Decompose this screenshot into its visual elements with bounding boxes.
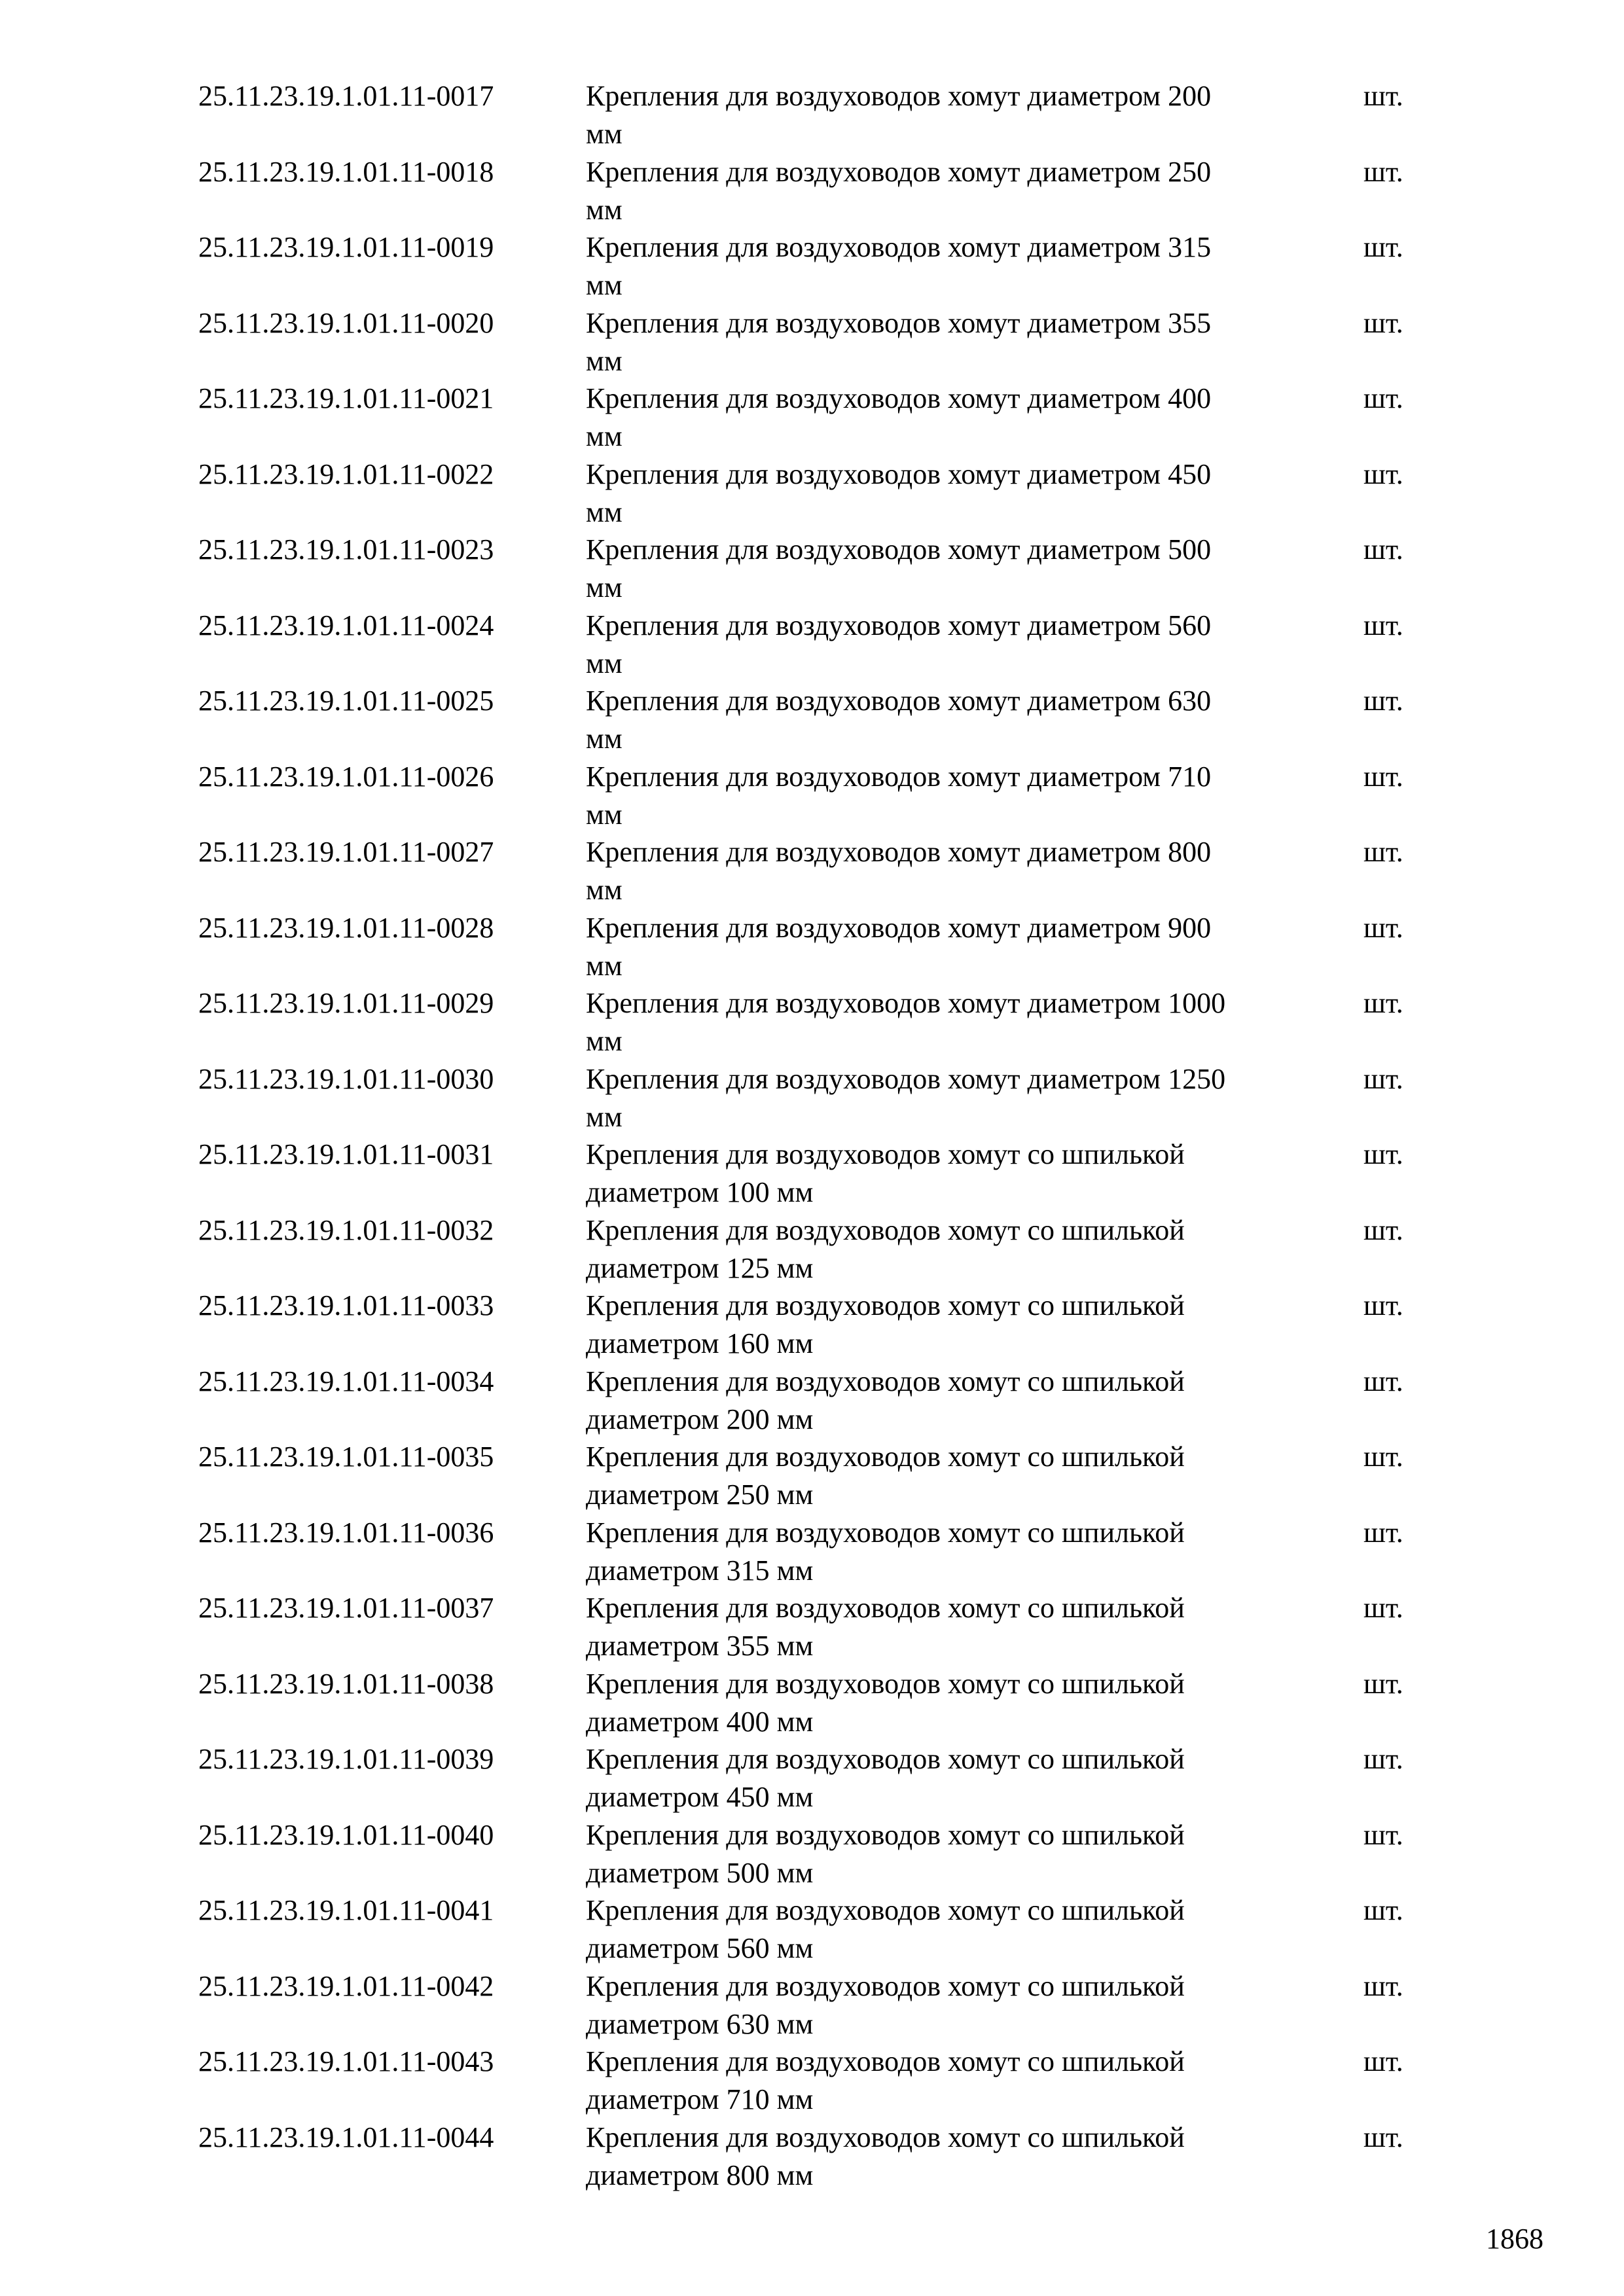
description-line: мм bbox=[586, 874, 623, 906]
list-item bbox=[0, 1363, 1624, 1439]
resource-description bbox=[586, 228, 1345, 304]
list-item bbox=[0, 1892, 1624, 1967]
resource-code: 25.11.23.19.1.01.11-0023 bbox=[198, 533, 494, 565]
resource-description bbox=[586, 1287, 1345, 1363]
description-line: Крепления для воздуховодов хомут диаметром 500 bbox=[586, 533, 1212, 565]
unit-of-measure: шт. bbox=[1363, 1441, 1403, 1473]
description-line: Крепления для воздуховодов хомут диаметром 200 bbox=[586, 80, 1212, 112]
unit-of-measure: шт. bbox=[1363, 1743, 1403, 1775]
unit-of-measure: шт. bbox=[1363, 1969, 1403, 2002]
resource-code: 25.11.23.19.1.01.11-0034 bbox=[198, 1365, 494, 1397]
description-line: Крепления для воздуховодов хомут со шпилькой bbox=[586, 1969, 1185, 2002]
unit-of-measure: шт. bbox=[1363, 1138, 1403, 1170]
list-item bbox=[0, 1211, 1624, 1287]
description-line: Крепления для воздуховодов хомут со шпилькой bbox=[586, 1592, 1185, 1624]
resource-code: 25.11.23.19.1.01.11-0037 bbox=[198, 1592, 494, 1624]
resource-code: 25.11.23.19.1.01.11-0036 bbox=[198, 1516, 494, 1549]
resource-description bbox=[586, 1211, 1345, 1287]
description-line: диаметром 800 мм bbox=[586, 2159, 814, 2191]
resource-description bbox=[586, 909, 1345, 985]
unit-of-measure: шт. bbox=[1363, 1516, 1403, 1549]
list-item bbox=[0, 2043, 1624, 2119]
list-item bbox=[0, 1665, 1624, 1741]
description-line: диаметром 630 мм bbox=[586, 2007, 814, 2040]
description-line: мм bbox=[586, 1025, 623, 1057]
resource-description bbox=[586, 77, 1345, 153]
unit-of-measure: шт. bbox=[1363, 760, 1403, 793]
resource-description bbox=[586, 682, 1345, 758]
resource-code: 25.11.23.19.1.01.11-0020 bbox=[198, 306, 494, 339]
description-line: мм bbox=[586, 269, 623, 301]
resource-code: 25.11.23.19.1.01.11-0019 bbox=[198, 231, 494, 263]
unit-of-measure: шт. bbox=[1363, 1667, 1403, 1700]
resource-description bbox=[586, 1816, 1345, 1892]
description-line: Крепления для воздуховодов хомут со шпилькой bbox=[586, 1818, 1185, 1851]
description-line: мм bbox=[586, 420, 623, 452]
unit-of-measure: шт. bbox=[1363, 1592, 1403, 1624]
resource-code: 25.11.23.19.1.01.11-0033 bbox=[198, 1289, 494, 1321]
unit-of-measure: шт. bbox=[1363, 80, 1403, 112]
description-line: мм bbox=[586, 495, 623, 528]
resource-description bbox=[586, 1136, 1345, 1211]
list-item bbox=[0, 2119, 1624, 2195]
resource-code: 25.11.23.19.1.01.11-0030 bbox=[198, 1062, 494, 1095]
description-line: Крепления для воздуховодов хомут со шпилькой bbox=[586, 1213, 1185, 1246]
description-line: Крепления для воздуховодов хомут диаметром 710 bbox=[586, 760, 1212, 793]
resource-code: 25.11.23.19.1.01.11-0021 bbox=[198, 382, 494, 414]
resource-description bbox=[586, 984, 1345, 1060]
description-line: мм bbox=[586, 344, 623, 377]
resource-code: 25.11.23.19.1.01.11-0038 bbox=[198, 1667, 494, 1700]
resource-description bbox=[586, 1514, 1345, 1590]
unit-of-measure: шт. bbox=[1363, 836, 1403, 868]
unit-of-measure: шт. bbox=[1363, 231, 1403, 263]
resource-description bbox=[586, 380, 1345, 456]
description-line: Крепления для воздуховодов хомут со шпилькой bbox=[586, 1365, 1185, 1397]
unit-of-measure: шт. bbox=[1363, 457, 1403, 490]
unit-of-measure: шт. bbox=[1363, 1062, 1403, 1095]
resource-code: 25.11.23.19.1.01.11-0024 bbox=[198, 609, 494, 641]
description-line: Крепления для воздуховодов хомут со шпилькой bbox=[586, 1441, 1185, 1473]
list-item bbox=[0, 531, 1624, 607]
description-line: мм bbox=[586, 949, 623, 982]
resource-list bbox=[0, 77, 1624, 2194]
list-item bbox=[0, 1816, 1624, 1892]
resource-description bbox=[586, 1665, 1345, 1741]
resource-code: 25.11.23.19.1.01.11-0032 bbox=[198, 1213, 494, 1246]
description-line: Крепления для воздуховодов хомут со шпилькой bbox=[586, 1667, 1185, 1700]
resource-description bbox=[586, 833, 1345, 909]
list-item bbox=[0, 909, 1624, 985]
list-item bbox=[0, 1589, 1624, 1665]
resource-code: 25.11.23.19.1.01.11-0027 bbox=[198, 836, 494, 868]
unit-of-measure: шт. bbox=[1363, 987, 1403, 1019]
description-line: мм bbox=[586, 571, 623, 603]
resource-description bbox=[586, 1892, 1345, 1967]
unit-of-measure: шт. bbox=[1363, 609, 1403, 641]
resource-code: 25.11.23.19.1.01.11-0025 bbox=[198, 685, 494, 717]
description-line: диаметром 710 мм bbox=[586, 2083, 814, 2115]
resource-description bbox=[586, 1589, 1345, 1665]
list-item bbox=[0, 1740, 1624, 1816]
resource-description bbox=[586, 456, 1345, 531]
description-line: диаметром 400 мм bbox=[586, 1705, 814, 1738]
list-item bbox=[0, 1287, 1624, 1363]
resource-code: 25.11.23.19.1.01.11-0039 bbox=[198, 1743, 494, 1775]
list-item bbox=[0, 833, 1624, 909]
resource-description bbox=[586, 153, 1345, 229]
resource-code: 25.11.23.19.1.01.11-0017 bbox=[198, 80, 494, 112]
resource-code: 25.11.23.19.1.01.11-0035 bbox=[198, 1441, 494, 1473]
description-line: мм bbox=[586, 118, 623, 150]
unit-of-measure: шт. bbox=[1363, 1894, 1403, 1926]
description-line: Крепления для воздуховодов хомут диаметром 250 bbox=[586, 155, 1212, 188]
unit-of-measure: шт. bbox=[1363, 2045, 1403, 2077]
description-line: мм bbox=[586, 193, 623, 226]
list-item bbox=[0, 304, 1624, 380]
resource-code: 25.11.23.19.1.01.11-0022 bbox=[198, 457, 494, 490]
description-line: диаметром 450 мм bbox=[586, 1781, 814, 1813]
description-line: Крепления для воздуховодов хомут диаметром 315 bbox=[586, 231, 1212, 263]
description-line: мм bbox=[586, 723, 623, 755]
resource-code: 25.11.23.19.1.01.11-0041 bbox=[198, 1894, 494, 1926]
description-line: Крепления для воздуховодов хомут диаметром 355 bbox=[586, 306, 1212, 339]
description-line: Крепления для воздуховодов хомут со шпилькой bbox=[586, 1516, 1185, 1549]
description-line: диаметром 125 мм bbox=[586, 1251, 814, 1284]
list-item bbox=[0, 607, 1624, 683]
page-number: 1868 bbox=[1486, 2223, 1543, 2255]
description-line: диаметром 500 мм bbox=[586, 1856, 814, 1889]
unit-of-measure: шт. bbox=[1363, 1289, 1403, 1321]
description-line: Крепления для воздуховодов хомут диаметром 450 bbox=[586, 457, 1212, 490]
resource-code: 25.11.23.19.1.01.11-0042 bbox=[198, 1969, 494, 2002]
list-item bbox=[0, 380, 1624, 456]
unit-of-measure: шт. bbox=[1363, 2121, 1403, 2153]
description-line: диаметром 200 мм bbox=[586, 1403, 814, 1435]
description-line: Крепления для воздуховодов хомут со шпилькой bbox=[586, 1743, 1185, 1775]
resource-code: 25.11.23.19.1.01.11-0018 bbox=[198, 155, 494, 188]
resource-code: 25.11.23.19.1.01.11-0031 bbox=[198, 1138, 494, 1170]
unit-of-measure: шт. bbox=[1363, 155, 1403, 188]
resource-code: 25.11.23.19.1.01.11-0028 bbox=[198, 911, 494, 944]
unit-of-measure: шт. bbox=[1363, 1365, 1403, 1397]
resource-code: 25.11.23.19.1.01.11-0043 bbox=[198, 2045, 494, 2077]
description-line: диаметром 355 мм bbox=[586, 1630, 814, 1662]
unit-of-measure: шт. bbox=[1363, 1818, 1403, 1851]
list-item bbox=[0, 1967, 1624, 2043]
resource-description bbox=[586, 2043, 1345, 2119]
unit-of-measure: шт. bbox=[1363, 685, 1403, 717]
description-line: диаметром 160 мм bbox=[586, 1327, 814, 1359]
unit-of-measure: шт. bbox=[1363, 1213, 1403, 1246]
resource-description bbox=[586, 1060, 1345, 1136]
list-item bbox=[0, 758, 1624, 834]
description-line: Крепления для воздуховодов хомут диаметром 400 bbox=[586, 382, 1212, 414]
resource-description bbox=[586, 758, 1345, 834]
resource-description bbox=[586, 1363, 1345, 1439]
description-line: Крепления для воздуховодов хомут диаметром 800 bbox=[586, 836, 1212, 868]
list-item bbox=[0, 1514, 1624, 1590]
description-line: Крепления для воздуховодов хомут со шпилькой bbox=[586, 1138, 1185, 1170]
unit-of-measure: шт. bbox=[1363, 533, 1403, 565]
list-item bbox=[0, 1060, 1624, 1136]
list-item bbox=[0, 682, 1624, 758]
description-line: диаметром 250 мм bbox=[586, 1479, 814, 1511]
description-line: Крепления для воздуховодов хомут диаметром 630 bbox=[586, 685, 1212, 717]
list-item bbox=[0, 984, 1624, 1060]
resource-description bbox=[586, 531, 1345, 607]
list-item bbox=[0, 1136, 1624, 1211]
unit-of-measure: шт. bbox=[1363, 306, 1403, 339]
list-item bbox=[0, 77, 1624, 153]
description-line: диаметром 315 мм bbox=[586, 1554, 814, 1587]
resource-description bbox=[586, 304, 1345, 380]
description-line: мм bbox=[586, 647, 623, 679]
resource-code: 25.11.23.19.1.01.11-0044 bbox=[198, 2121, 494, 2153]
resource-code: 25.11.23.19.1.01.11-0029 bbox=[198, 987, 494, 1019]
resource-description bbox=[586, 1438, 1345, 1514]
unit-of-measure: шт. bbox=[1363, 911, 1403, 944]
description-line: Крепления для воздуховодов хомут со шпилькой bbox=[586, 1894, 1185, 1926]
description-line: диаметром 560 мм bbox=[586, 1932, 814, 1964]
description-line: Крепления для воздуховодов хомут со шпилькой bbox=[586, 2121, 1185, 2153]
list-item bbox=[0, 456, 1624, 531]
description-line: Крепления для воздуховодов хомут диаметром 900 bbox=[586, 911, 1212, 944]
resource-description bbox=[586, 1967, 1345, 2043]
resource-code: 25.11.23.19.1.01.11-0040 bbox=[198, 1818, 494, 1851]
resource-description bbox=[586, 2119, 1345, 2195]
resource-description bbox=[586, 607, 1345, 683]
description-line: мм bbox=[586, 1100, 623, 1133]
description-line: Крепления для воздуховодов хомут со шпилькой bbox=[586, 2045, 1185, 2077]
list-item bbox=[0, 228, 1624, 304]
description-line: Крепления для воздуховодов хомут диаметром 560 bbox=[586, 609, 1212, 641]
resource-code: 25.11.23.19.1.01.11-0026 bbox=[198, 760, 494, 793]
description-line: Крепления для воздуховодов хомут со шпилькой bbox=[586, 1289, 1185, 1321]
description-line: Крепления для воздуховодов хомут диаметром 1250 bbox=[586, 1062, 1226, 1095]
list-item bbox=[0, 1438, 1624, 1514]
unit-of-measure: шт. bbox=[1363, 382, 1403, 414]
description-line: мм bbox=[586, 798, 623, 831]
description-line: Крепления для воздуховодов хомут диаметром 1000 bbox=[586, 987, 1226, 1019]
resource-description bbox=[586, 1740, 1345, 1816]
description-line: диаметром 100 мм bbox=[586, 1176, 814, 1208]
list-item bbox=[0, 153, 1624, 229]
